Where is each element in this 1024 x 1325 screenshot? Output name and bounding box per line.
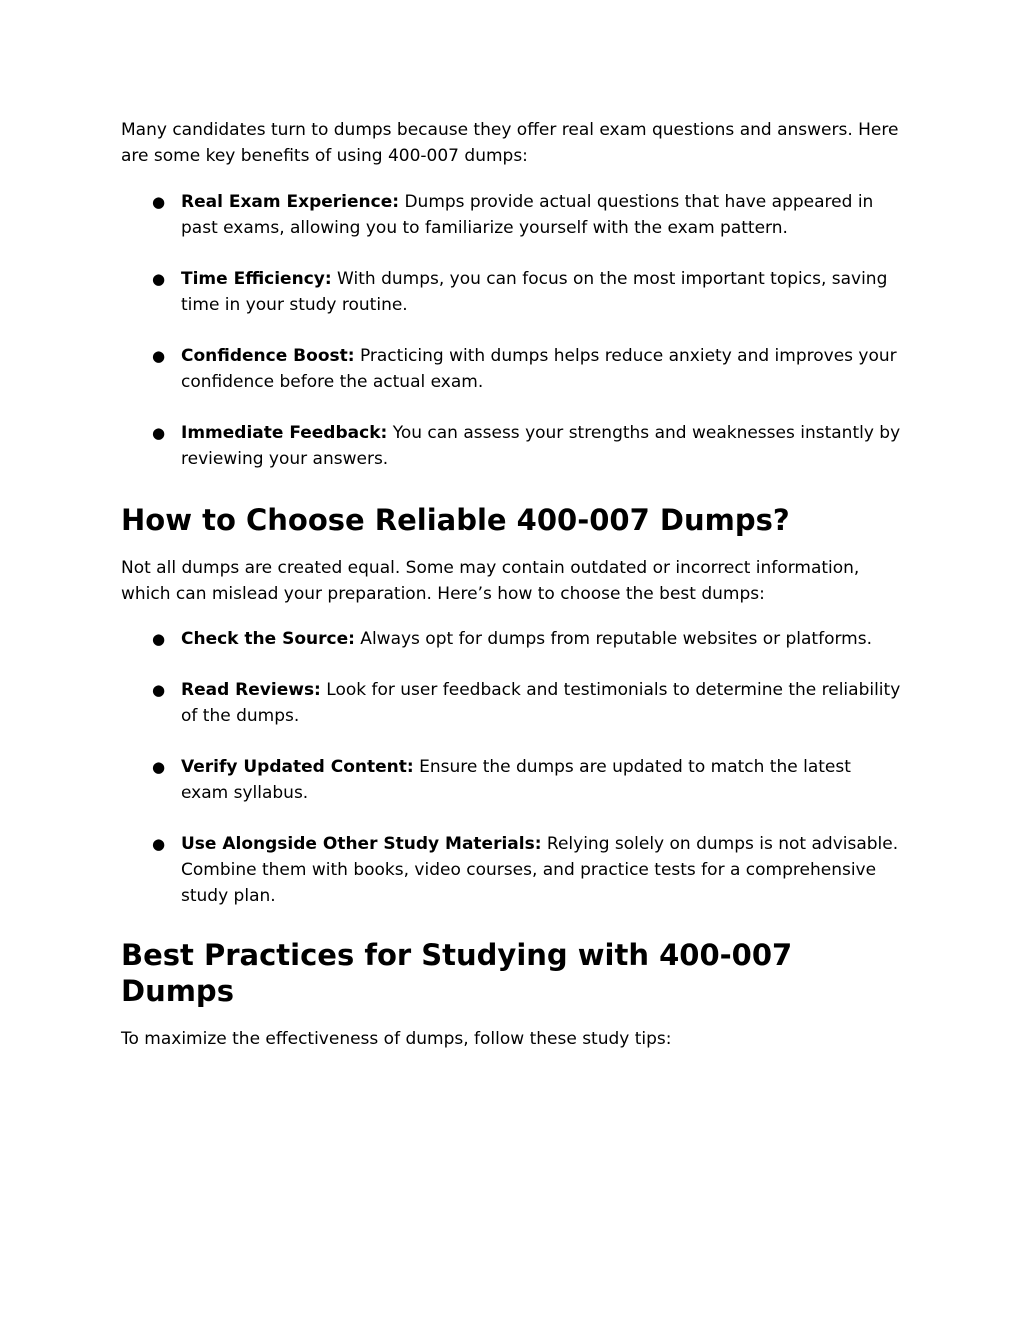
list-item-text: Practicing with dumps helps reduce anxiety and improves your confidence before the actual exam. xyxy=(181,346,897,392)
list-item-text: You can assess your strengths and weaknesses instantly by reviewing your answers. xyxy=(181,423,901,469)
list-item-term: Read Reviews: xyxy=(181,680,321,700)
bullet-icon: ● xyxy=(152,681,166,699)
bullet-icon: ● xyxy=(152,424,166,442)
list-item xyxy=(121,343,901,395)
bullet-icon: ● xyxy=(152,270,166,288)
list-item xyxy=(121,626,901,652)
list-item-term: Time Efficiency: xyxy=(181,269,332,289)
list-item xyxy=(121,754,901,806)
list-item-term: Confidence Boost: xyxy=(181,346,355,366)
bullet-icon: ● xyxy=(152,347,166,365)
list-item-text: Relying solely on dumps is not advisable. Combine them with books, video courses, and practice tests for a comprehensive study plan. xyxy=(181,834,899,906)
list-item xyxy=(121,266,901,318)
choose-list xyxy=(121,626,901,909)
list-item-text: Always opt for dumps from reputable websites or platforms. xyxy=(354,629,872,649)
list-item-term: Check the Source: xyxy=(181,629,355,649)
benefits-list xyxy=(121,189,901,472)
list-item xyxy=(121,677,901,729)
list-item xyxy=(121,831,901,909)
list-item-text: Dumps provide actual questions that have appeared in past exams, allowing you to familiarize yourself with the exam pattern. xyxy=(181,192,874,238)
list-item-term: Immediate Feedback: xyxy=(181,423,388,443)
section-heading-choose: How to Choose Reliable 400-007 Dumps? xyxy=(121,503,790,537)
bullet-icon: ● xyxy=(152,835,166,853)
bullet-icon: ● xyxy=(152,630,166,648)
list-item-term: Real Exam Experience: xyxy=(181,192,400,212)
bullet-icon: ● xyxy=(152,758,166,776)
list-item-term: Use Alongside Other Study Materials: xyxy=(181,834,542,854)
list-item-text: Look for user feedback and testimonials to determine the reliability of the dumps. xyxy=(181,680,901,726)
list-item-term: Verify Updated Content: xyxy=(181,757,414,777)
choose-paragraph: Not all dumps are created equal. Some may contain outdated or incorrect information, which can mislead your preparation. Here’s how to choose the best dumps: xyxy=(121,558,860,604)
list-item xyxy=(121,420,901,472)
best-practices-paragraph: To maximize the effectiveness of dumps, follow these study tips: xyxy=(121,1029,672,1049)
section-heading-best-practices: Best Practices for Studying with 400-007 Dumps xyxy=(121,938,793,1008)
document-page xyxy=(121,117,901,1052)
list-item xyxy=(121,189,901,241)
list-item-text: Ensure the dumps are updated to match the latest exam syllabus. xyxy=(181,757,851,803)
bullet-icon: ● xyxy=(152,193,166,211)
list-item-text: With dumps, you can focus on the most important topics, saving time in your study routine. xyxy=(181,269,888,315)
intro-paragraph: Many candidates turn to dumps because they offer real exam questions and answers. Here are some key benefits of using 400-007 dumps: xyxy=(121,120,899,166)
